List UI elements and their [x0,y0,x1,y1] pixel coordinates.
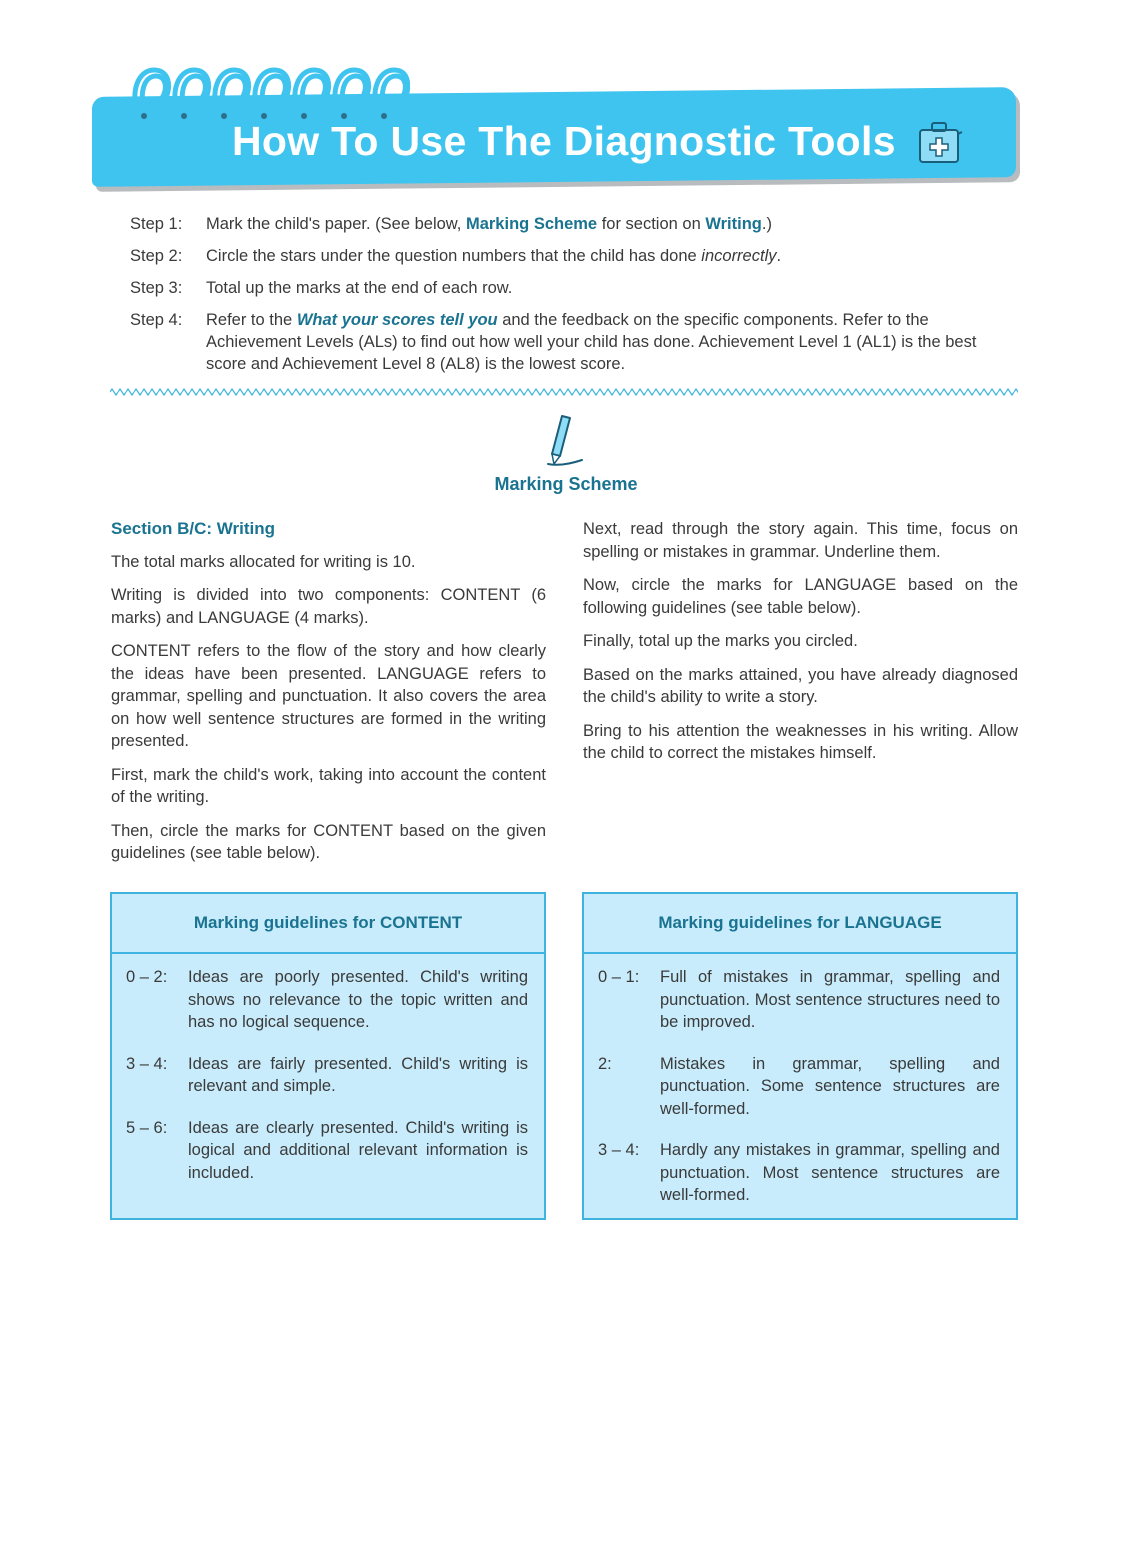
paragraph: Now, circle the marks for LANGUAGE based on the following guidelines (see table below). [583,576,1018,617]
paragraph: First, mark the child's work, taking into account the content of the writing. [111,765,546,806]
table-title: Marking guidelines for LANGUAGE [584,894,1016,954]
paragraph: Writing is divided into two components: CONTENT (6 marks) and LANGUAGE (4 marks). [111,586,546,627]
step-text-part: Total up the marks at the end of each row. [206,279,513,297]
paragraph: The total marks allocated for writing is 10. [111,552,416,571]
table-title: Marking guidelines for CONTENT [112,894,544,954]
header-banner [92,62,1022,192]
pencil-icon [540,412,590,468]
step-text-part: .) [761,215,772,233]
step-number: Step 4: [130,311,183,329]
row-description: Hardly any mistakes in grammar, spelling and punctuation. Most sentence structures are well-formed. [660,1141,1000,1204]
step-text [206,245,1006,267]
marking-scheme-reference: Marking Scheme [465,215,598,233]
marking-scheme-title: Marking Scheme [494,474,638,494]
row-description: Ideas are fairly presented. Child's writing is relevant and simple. [188,1054,528,1095]
paragraph: Then, circle the marks for CONTENT based on the given guidelines (see table below). [111,821,546,862]
row-description: Mistakes in grammar, spelling and punctuation. Some sentence structures are well-formed. [660,1054,1000,1118]
table-row [598,966,1000,1034]
step-text-part: and the feedback on the specific components. Refer to the Achievement Levels (ALs) to find out how well your child has done. Achievement Level 1 (AL1) is the best score and Achievement Level 8 (AL8) is the lowest score. [206,311,977,373]
emphasis-text: incorrectly [701,247,777,265]
table-row [126,966,528,1034]
step-text [206,213,1006,235]
paragraph: Bring to his attention the weaknesses in his writing. Allow the child to correct the mistakes himself. [583,721,1018,762]
language-guidelines-table [582,892,1018,1220]
content-guidelines-table [110,892,546,1220]
step-text-part: . [776,247,782,265]
step-number: Step 3: [130,279,183,297]
table-row [126,1117,528,1185]
step-text [206,309,1006,375]
mark-range: 2: [598,1054,612,1073]
row-description: Ideas are clearly presented. Child's writing is logical and additional relevant information is included. [188,1118,528,1182]
row-description: Full of mistakes in grammar, spelling and punctuation. Most sentence structures need to be improved. [660,968,1000,1031]
mark-range: 5 – 6: [126,1118,168,1137]
decorative-divider [110,386,1018,398]
step-text-part: for section on [597,215,706,233]
paragraph: Next, read through the story again. This time, focus on spelling or mistakes in grammar. Underline them. [583,520,1018,561]
mark-range: 3 – 4: [598,1141,640,1159]
paragraph: Based on the marks attained, you have already diagnosed the child's ability to write a story. [583,665,1018,706]
first-aid-kit-icon [916,118,964,166]
step-text-part: Refer to the [206,311,297,329]
table-row [598,1139,1000,1207]
paragraph: Finally, total up the marks you circled. [583,632,858,650]
instruction-steps [130,213,1020,385]
writing-reference: Writing [705,215,762,233]
step-4 [130,309,1020,375]
mark-range: 0 – 2: [126,968,168,986]
scores-reference: What your scores tell you [296,311,498,329]
right-column [583,518,1018,776]
paragraph: CONTENT refers to the flow of the story and how clearly the ideas have been presented. LANGUAGE refers to grammar, spelling and punctuation. It also covers the area on how well sentence structures are formed in the writing presented. [111,642,546,750]
spiral-binding-icon [130,62,410,122]
mark-range: 3 – 4: [126,1054,168,1073]
step-number: Step 2: [130,247,183,265]
step-2 [130,245,1020,267]
mark-range: 0 – 1: [598,968,640,986]
step-text-part: Circle the stars under the question numbers that the child has done [206,247,702,265]
step-number: Step 1: [130,215,183,233]
step-1 [130,213,1020,235]
step-text [206,277,1006,299]
step-text-part: Mark the child's paper. (See below, [206,215,466,233]
step-3 [130,277,1020,299]
section-heading: Section B/C: Writing [111,519,276,538]
page-title: How To Use The Diagnostic Tools [232,118,896,164]
table-row [598,1053,1000,1121]
table-row [126,1053,528,1098]
row-description: Ideas are poorly presented. Child's writing shows no relevance to the topic written and has no logical sequence. [188,968,528,1031]
left-column [111,518,546,876]
